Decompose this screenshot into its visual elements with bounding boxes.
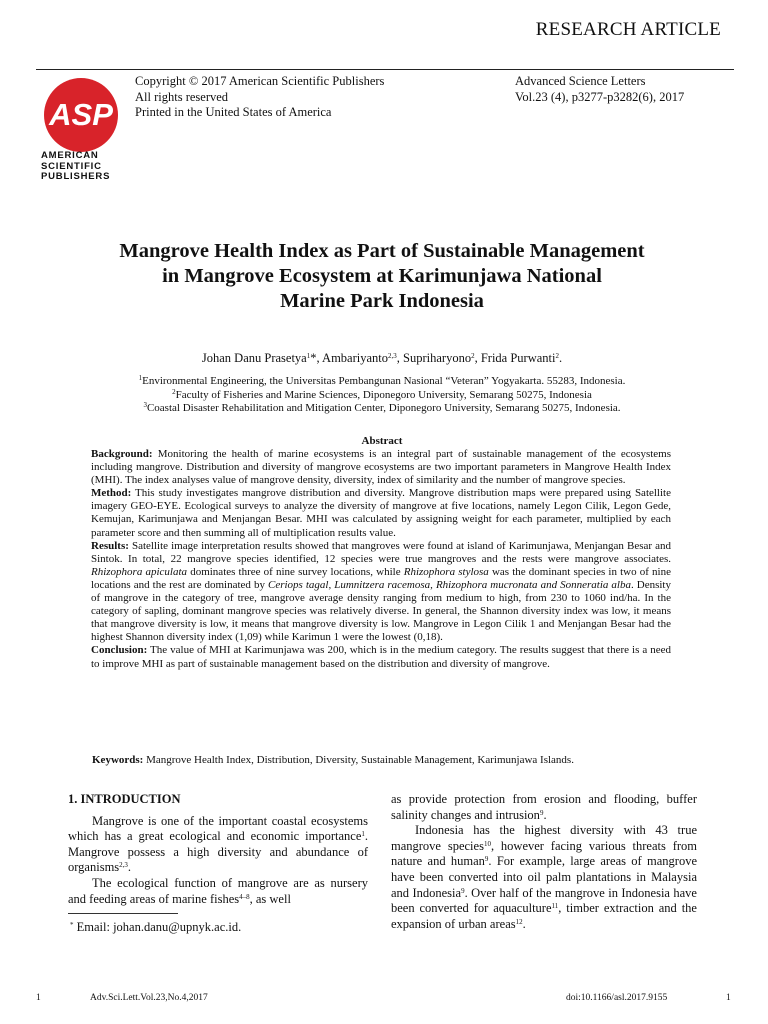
journal-citation: Adv.Sci.Lett.Vol.23,No.4,2017 [90, 993, 208, 1003]
author-name: Ambariyanto [322, 351, 389, 365]
affil-marker: 3 [143, 401, 147, 409]
author-affil-marker: 2,3 [388, 352, 397, 360]
author-separator: *, [310, 351, 323, 365]
affil-text: Environmental Engineering, the Universitas Pembangunan Nasional “Veteran” Yogyakarta. 55283, Indonesia. [142, 375, 626, 387]
article-type-label: RESEARCH ARTICLE [535, 19, 721, 40]
paragraph-text: , however facing various threats from nature and human [391, 838, 698, 869]
intro-paragraph [391, 823, 697, 932]
publisher-logo [38, 78, 122, 184]
affiliation [60, 402, 704, 416]
method-label: Method: [91, 487, 132, 500]
journal-info [515, 74, 684, 105]
citation-marker: 2,3 [119, 861, 128, 870]
abstract-heading: Abstract [361, 435, 403, 447]
abstract-body [91, 448, 671, 671]
citation-marker: 9 [484, 855, 489, 864]
author-name: Johan Danu Prasetya [201, 351, 307, 365]
doi-link[interactable]: doi:10.1166/asl.2017.9155 [566, 993, 668, 1003]
paragraph-text: , as well [249, 891, 291, 906]
citation-marker: 9 [461, 886, 465, 895]
results-text: . Density of mangrove in the category of tree, mangrove average density ranging from medium to high, from 230 to 1060 ind/ha. In the category of sapling, dominant mangrove species was relatively diverse. In general, the Shannon diversity index was low, it means that mangrove diversity is low, it means that mangrove diversity is low. Mangrove in Legon Cilik 1 and Menjangan Besar had the highest Shannon diversity index (1,09) while Karimun 1 were the lowest (0,18). [91, 578, 671, 644]
keywords-text: Mangrove Health Index, Distribution, Diversity, Sustainable Management, Karimunjawa Islands. [143, 754, 574, 766]
author-list [60, 351, 704, 366]
citation-marker: 4–8 [239, 892, 250, 901]
paragraph-text: , timber extraction and the expansion of urban areas [391, 901, 697, 931]
results-label: Results: [91, 539, 129, 552]
results-text: dominates three of nine survey locations, while [187, 565, 404, 578]
abstract-conclusion [91, 644, 671, 670]
author-separator: . [558, 351, 563, 365]
method-text: This study investigates mangrove distribution and diversity. Mangrove distribution maps were prepared using Satellite imagery GEO-EYE. Ecological surveys to analyze the diversity of mangrove at five locations, namely Legon Cilik, Legon Gede, Kemujan, Karimunjawa and Menjangan Besar. MHI was calculated by assigning weight for each parameter, multiplied by each parameter score and then summing all of multiplication results value. [91, 487, 671, 539]
affil-marker: 2 [172, 387, 176, 396]
background-label: Background: [91, 448, 153, 460]
paragraph-text: . Mangrove possess a high diversity and abundance of organisms [68, 829, 368, 875]
title-line: Mangrove Health Index as Part of Sustainable Management [119, 240, 645, 262]
citation-marker: 10 [483, 839, 491, 848]
logo-name-line: AMERICAN [41, 150, 99, 161]
paragraph-text: The ecological function of mangrove are as nursery and feeding areas of marine fishes [68, 875, 368, 906]
background-text: Monitoring the health of marine ecosystems is an integral part of sustainable management of the ecosystems including mangrove. Distribution and diversity of mangrove ecosystems are two important parameters in Mangrove Health Index (MHI). The index analyses value of mangrove density, diversity, index of similarity and the number of mangrove species. [91, 448, 671, 487]
paragraph-text: . [543, 807, 547, 822]
intro-paragraph [68, 876, 368, 907]
paragraph-text: Indonesia has the highest diversity with 43 true mangrove species [391, 823, 697, 853]
affil-marker: 1 [138, 374, 143, 382]
footnote-marker: * [70, 921, 74, 929]
header-divider [36, 69, 734, 70]
paragraph-text: . [522, 916, 526, 931]
author-name: Supriharyono [403, 351, 472, 365]
author-affil-marker: 1 [306, 352, 311, 360]
affil-text: Faculty of Fisheries and Marine Sciences, Diponegoro University, Semarang 50275, Indonesia [175, 388, 592, 401]
affil-text: Coastal Disaster Rehabilitation and Mitigation Center, Diponegoro University, Semarang 50275, Indonesia. [146, 402, 621, 414]
title-line: in Mangrove Ecosystem at Karimunjawa National [162, 265, 602, 287]
species-name: Rhizophora stylosa [403, 565, 489, 578]
author-separator: , [474, 351, 481, 365]
results-text: was the dominant species in two of nine locations and the rest are dominated by [91, 565, 671, 591]
paragraph-text: . For example, large areas of mangrove have been converted into oil palm plantations in Malaysia and Indonesia [391, 854, 697, 900]
affiliations [60, 375, 704, 416]
results-text: Satellite image interpretation results showed that mangroves were found at island of Karimunjawa, Menjangan Besar and Sintok. In total, 22 mangrove species identified, 12 species were true mangroves and the rests were mangrove associates. [91, 539, 671, 565]
page-number-left: 1 [36, 993, 41, 1003]
journal-volume: Vol.23 (4), p3277-p3282(6), 2017 [515, 89, 685, 104]
conclusion-label: Conclusion: [91, 644, 148, 657]
abstract-background [91, 448, 671, 487]
logo-letters: ASP [49, 97, 113, 132]
citation-marker: 9 [539, 808, 544, 817]
section-heading: 1. INTRODUCTION [68, 792, 181, 806]
paragraph-text: Mangrove is one of the important coastal ecosystems which has a great ecological and economic importance [68, 813, 368, 844]
logo-name-line: SCIENTIFIC [41, 160, 102, 172]
logo-name-line: PUBLISHERS [41, 171, 111, 182]
title-line: Marine Park Indonesia [280, 290, 484, 312]
affiliation [60, 389, 704, 403]
intro-paragraph [391, 792, 697, 823]
intro-paragraph [68, 814, 368, 876]
conclusion-text: The value of MHI at Karimunjawa was 200, which is in the medium category. The results suggest that there is a need to improve MHI as part of sustainable management based on the distribution and diversity of mangrove. [91, 644, 671, 670]
citation-marker: 11 [551, 902, 559, 911]
printed-line: Printed in the United States of America [135, 105, 332, 119]
paragraph-text: . [127, 860, 132, 875]
keywords [92, 754, 574, 766]
paragraph-text: as provide protection from erosion and flooding, buffer salinity changes and intrusion [391, 792, 697, 822]
intro-right-column [391, 792, 697, 932]
abstract-method [91, 487, 671, 539]
paper-title [60, 239, 704, 314]
keywords-label: Keywords: [92, 754, 144, 766]
journal-name: Advanced Science Letters [515, 74, 646, 88]
citation-marker: 1 [361, 830, 365, 839]
footnote-divider [68, 913, 178, 914]
logo-publisher-name [41, 151, 110, 183]
author-separator: , [396, 351, 404, 365]
abstract-results [91, 540, 671, 645]
species-name: Ceriops tagal, Lumnitzera racemosa, Rhizophora mucronata and Sonneratia alba [267, 578, 631, 591]
footnote-email: Email: johan.danu@upnyk.ac.id. [73, 920, 242, 934]
copyright-line: Copyright © 2017 American Scientific Publishers [135, 74, 385, 88]
affiliation [60, 375, 704, 389]
publisher-info [135, 74, 384, 121]
author-affil-marker: 2 [555, 352, 559, 360]
page-number-right: 1 [726, 993, 731, 1003]
author-name: Frida Purwanti [480, 351, 556, 365]
rights-line: All rights reserved [135, 89, 229, 104]
paragraph-text: . Over half of the mangrove in Indonesia have been converted for aquaculture [391, 885, 697, 916]
citation-marker: 12 [515, 917, 523, 926]
species-name: Rhizophora apiculata [91, 565, 188, 578]
corresponding-author-footnote [70, 920, 241, 935]
author-affil-marker: 2 [471, 352, 475, 360]
intro-left-column [68, 792, 368, 907]
